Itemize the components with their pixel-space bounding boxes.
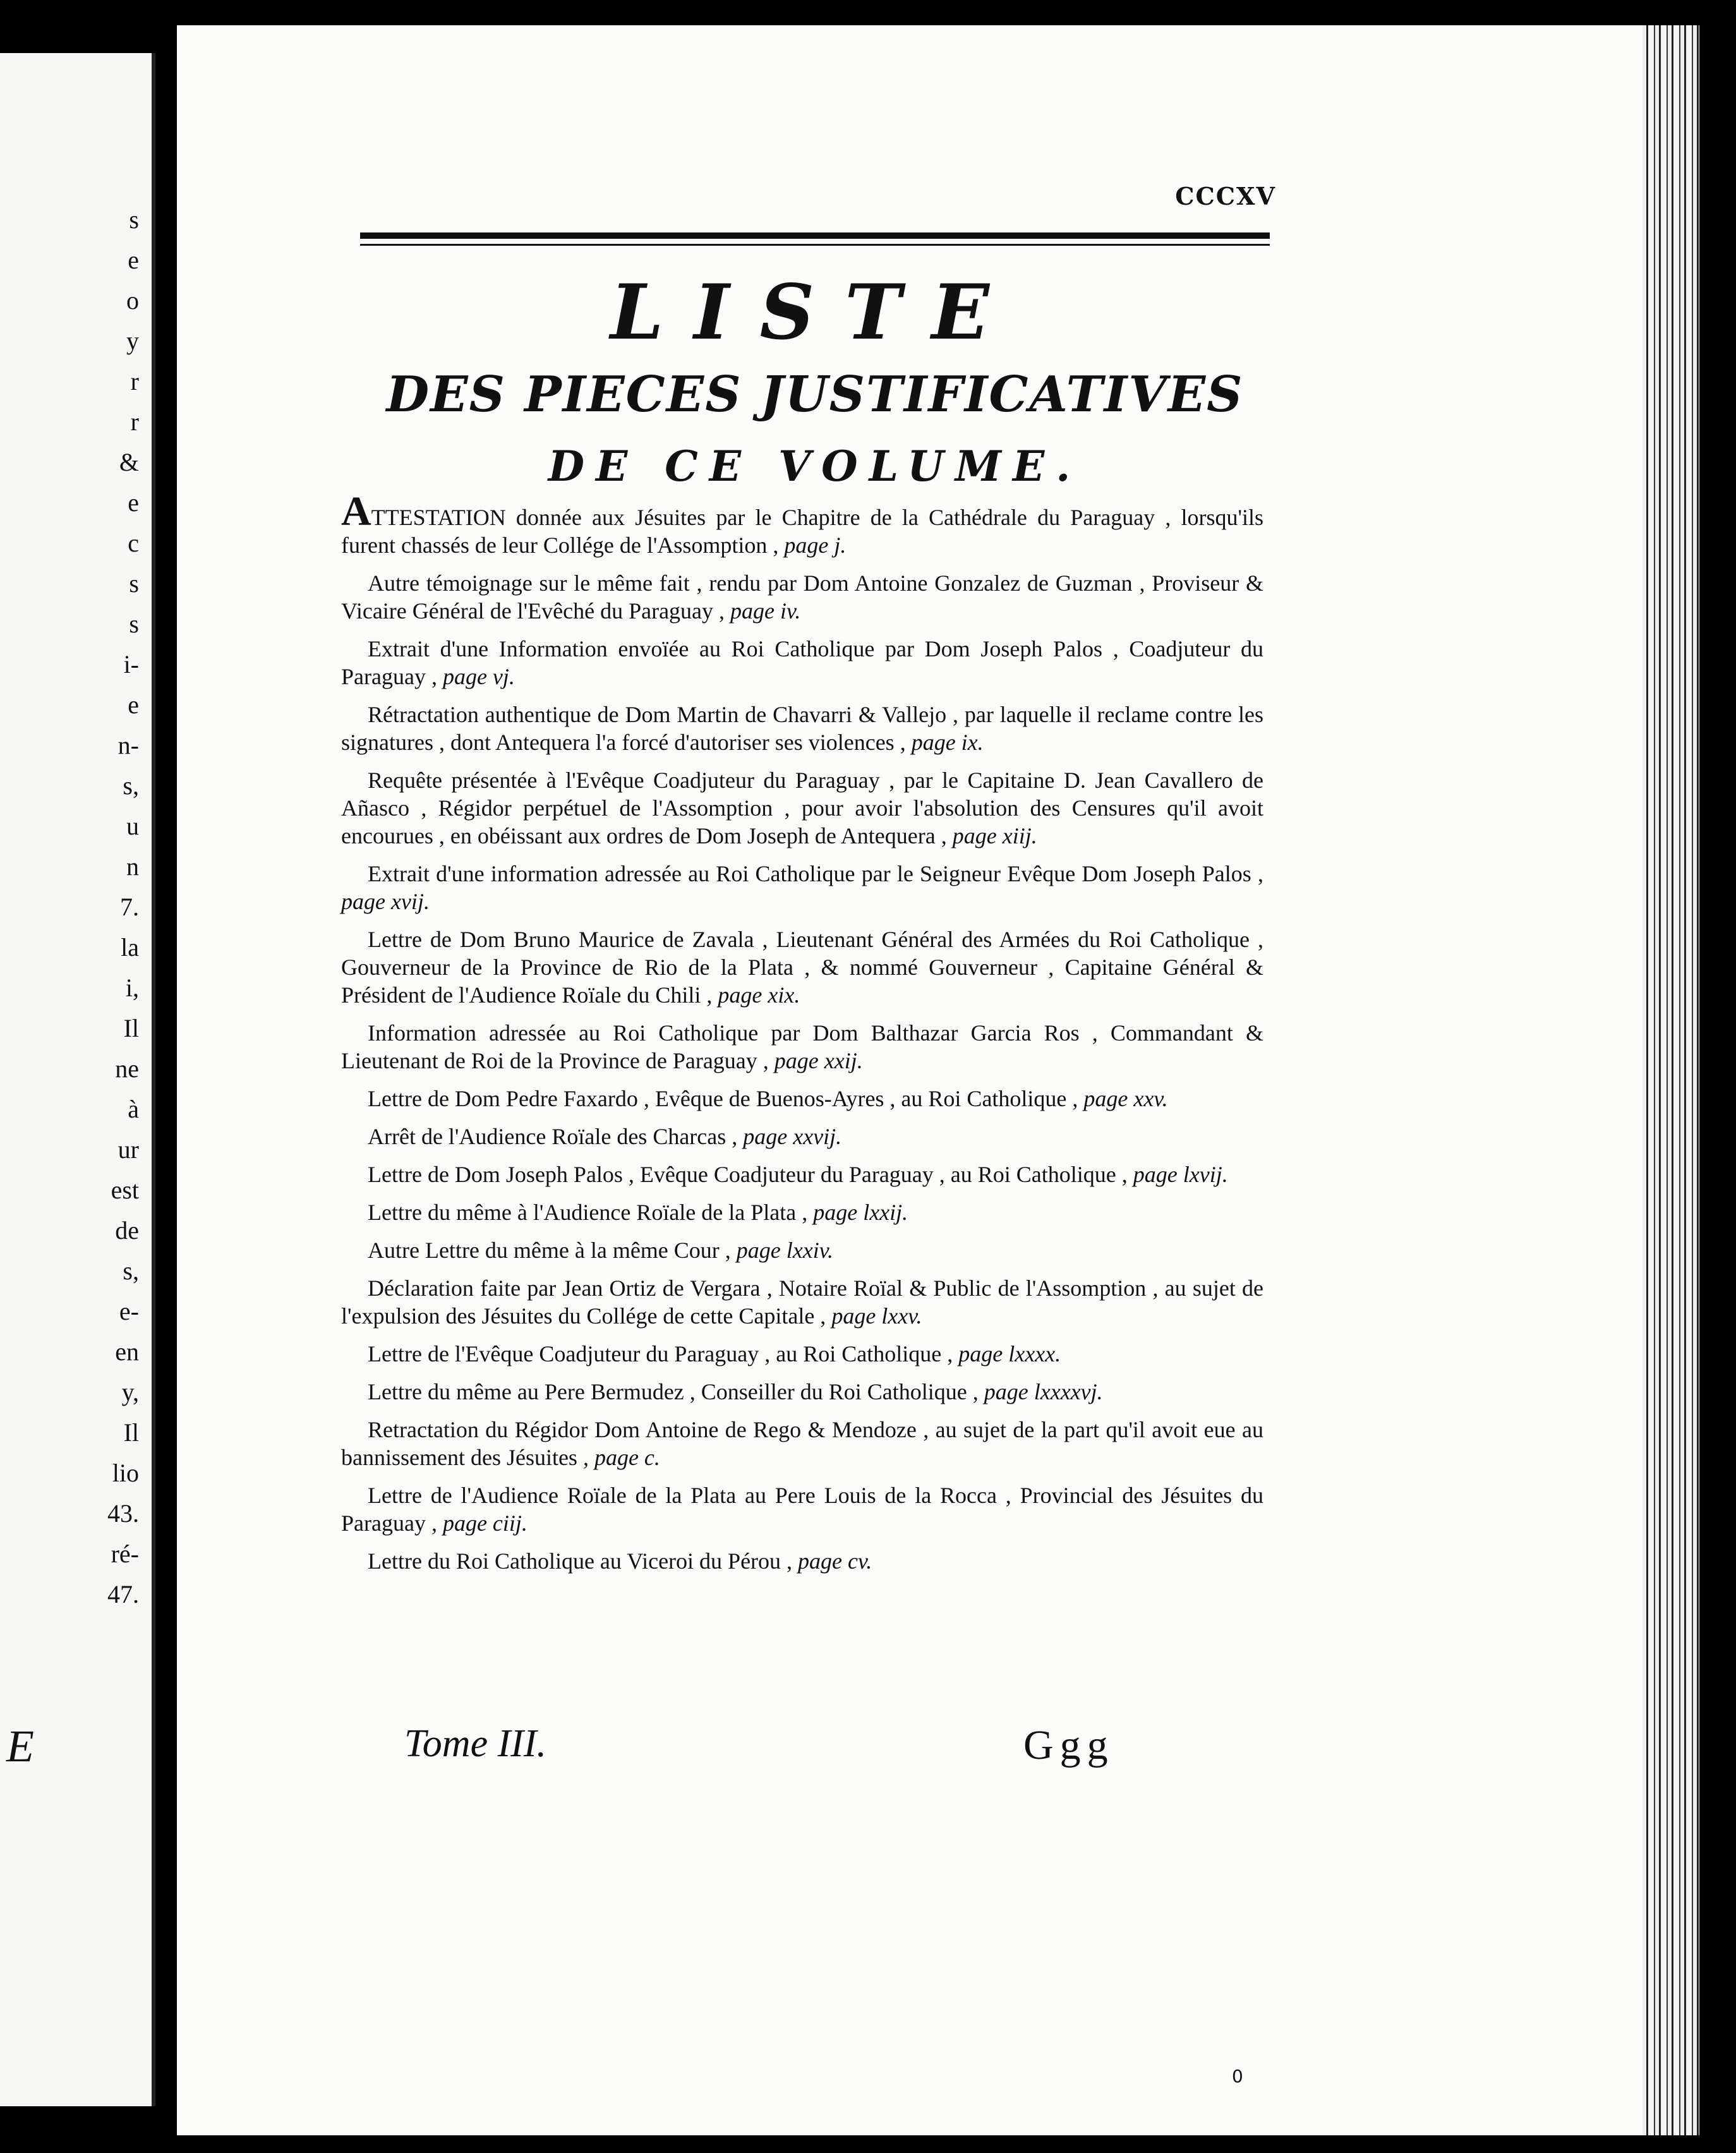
left-page-fragment-line: i- [123, 650, 139, 678]
left-page-fragment-line: e [128, 488, 139, 517]
left-page-fragment-line: est [111, 1176, 139, 1204]
entry-item [341, 1481, 1263, 1537]
entry-page-reference: page lxxxx. [958, 1341, 1061, 1366]
left-page-fragment-line: ré- [111, 1540, 139, 1568]
entry-item [341, 1340, 1263, 1368]
entry-item [341, 766, 1263, 850]
entry-item [341, 701, 1263, 756]
left-page-fragment-line: s [129, 569, 139, 598]
entry-page-reference: page lxxxxvj. [984, 1379, 1103, 1404]
entry-page-reference: page vj. [442, 664, 515, 689]
left-page-fragment-line: y [126, 327, 139, 355]
scan-mark: 0 [1232, 2066, 1243, 2087]
entry-page-reference: page lxxiv. [736, 1238, 834, 1263]
left-page-fragment [0, 53, 155, 2106]
entry-item [341, 1416, 1263, 1471]
left-page-fragment-line: s, [123, 771, 139, 800]
left-page-fragment-line: s, [123, 1257, 139, 1285]
entry-item [341, 1019, 1263, 1075]
entry-item [341, 860, 1263, 915]
left-page-fragment-line: y, [121, 1378, 139, 1406]
entry-item [341, 1547, 1263, 1575]
entry-text: Requête présentée à l'Evêque Coadjuteur du Paraguay , par le Capitaine D. Jean Cavallero de Añasco , Régidor perpétuel de l'Assomption , pour avoir l'absolution des Censures qu'il avoit encourues , en obéissant aux ordres de Dom Joseph de Antequera , [341, 768, 1263, 848]
entry-item [341, 635, 1263, 691]
entry-page-reference: page xxv. [1083, 1086, 1168, 1111]
title-subtitle-2: DE CE VOLUME. [548, 442, 1082, 491]
left-page-fragment-line: c [128, 529, 139, 557]
page-footer [404, 1722, 1162, 1772]
left-page-catchword: E [6, 1721, 34, 1771]
entry-item [341, 569, 1263, 625]
entry-item [341, 1123, 1263, 1150]
entry-page-reference: page ciij. [442, 1511, 527, 1536]
entry-page-reference: page lxvij. [1133, 1162, 1228, 1187]
entry-text: Lettre de l'Evêque Coadjuteur du Paraguay , au Roi Catholique , [368, 1341, 959, 1366]
left-page-fragment-line: e [128, 246, 139, 274]
left-page-fragment-line: r [130, 367, 139, 395]
entry-text: Arrêt de l'Audience Roïale des Charcas , [368, 1124, 744, 1149]
entry-page-reference: page xix. [718, 982, 800, 1008]
entry-item [341, 926, 1263, 1009]
left-page-fragment-line: 47. [107, 1580, 139, 1608]
header-rule-thick [360, 232, 1270, 239]
title-main: LISTE [610, 268, 1020, 357]
entry-page-reference: page ix. [911, 730, 984, 755]
entry-text: Retractation du Régidor Dom Antoine de Rego & Mendoze , au sujet de la part qu'il avoit eue au bannissement des Jésuites , [341, 1417, 1263, 1470]
entry-text: Information adressée au Roi Catholique par Dom Balthazar Garcia Ros , Commandant & Lieutenant de Roi de la Province de Paraguay , [341, 1020, 1263, 1073]
left-page-fragment-line: de [115, 1216, 139, 1245]
left-page-fragment-line: la [121, 933, 139, 962]
page-edge [1643, 25, 1699, 2135]
entry-page-reference: page xxvij. [743, 1124, 842, 1149]
entry-page-reference: page xxij. [774, 1048, 863, 1073]
entry-text: Lettre de l'Audience Roïale de la Plata au Pere Louis de la Rocca , Provincial des Jésuites du Paraguay , [341, 1483, 1263, 1536]
entry-item [341, 1236, 1263, 1264]
left-page-fragment-line: s [129, 610, 139, 638]
tome-label: Tome III. [404, 1722, 547, 1765]
left-page-fragment-line: en [115, 1337, 139, 1366]
left-page-fragment-line: lio [112, 1459, 139, 1487]
entry-text: Rétractation authentique de Dom Martin de Chavarri & Vallejo , par laquelle il reclame contre les signatures , dont Antequera l'a forcé d'autoriser ses violences , [341, 702, 1263, 755]
left-page-fragment-line: n [126, 852, 139, 881]
entry-page-reference: page c. [594, 1445, 660, 1470]
left-page-fragment-line: & [119, 448, 139, 476]
title-subtitle: DES PIECES JUSTIFICATIVES [386, 366, 1244, 423]
left-page-fragment-line: e [128, 691, 139, 719]
drop-cap: A [341, 488, 371, 534]
entry-text: Autre témoignage sur le même fait , rendu par Dom Antoine Gonzalez de Guzman , Proviseur & Vicaire Général de l'Evêché du Paraguay , [341, 570, 1263, 624]
entry-text: Lettre du Roi Catholique au Viceroi du Pérou , [368, 1548, 799, 1574]
entries-list [341, 488, 1263, 1585]
left-page-fragment-line: e- [119, 1297, 139, 1325]
entry-text: TTESTATION donnée aux Jésuites par le Chapitre de la Cathédrale du Paraguay , lorsqu'ils furent chassés de leur Collége de l'Assomption , [341, 505, 1263, 558]
signature-mark: Ggg [1023, 1722, 1114, 1768]
entry-page-reference: page iv. [730, 598, 801, 624]
entry-text: Lettre de Dom Pedre Faxardo , Evêque de Buenos-Ayres , au Roi Catholique , [368, 1086, 1084, 1111]
left-page-fragment-line: i, [125, 974, 139, 1002]
entry-page-reference: page j. [784, 533, 847, 558]
entry-item [341, 1161, 1263, 1188]
entry-item [341, 1378, 1263, 1406]
left-page-fragment-line: u [126, 812, 139, 840]
entry-item [341, 1274, 1263, 1330]
left-page-fragment-line: n- [118, 731, 139, 759]
entry-page-reference: page lxxv. [831, 1303, 922, 1329]
left-page-fragment-line: Il [123, 1418, 139, 1447]
header-rule-thin [360, 244, 1270, 246]
left-page-fragment-line: ne [115, 1054, 139, 1083]
page-number: CCCXV [1175, 182, 1276, 210]
entry-text: Extrait d'une information adressée au Roi Catholique par le Seigneur Evêque Dom Joseph Palos , [368, 861, 1263, 886]
entry-text: Autre Lettre du même à la même Cour , [368, 1238, 737, 1263]
left-page-fragment-line: Il [123, 1014, 139, 1042]
left-page-fragment-line: o [126, 286, 139, 315]
left-page-fragment-line: ur [118, 1135, 139, 1164]
entry-page-reference: page cv. [798, 1548, 872, 1574]
entry-page-reference: page xvij. [341, 889, 430, 914]
left-page-fragment-line: r [130, 407, 139, 436]
left-page-fragment-line: 7. [120, 893, 139, 921]
entry-text: Extrait d'une Information envoïée au Roi Catholique par Dom Joseph Palos , Coadjuteur du Paraguay , [341, 636, 1263, 689]
left-page-fragment-line: à [128, 1095, 139, 1123]
entry-text: Lettre du même à l'Audience Roïale de la Plata , [368, 1200, 814, 1225]
entry-text: Déclaration faite par Jean Ortiz de Vergara , Notaire Roïal & Public de l'Assomption , au sujet de l'expulsion des Jésuites du Collége de cette Capitale , [341, 1276, 1263, 1329]
entry-page-reference: page xiij. [952, 823, 1037, 848]
left-page-fragment-line: 43. [107, 1499, 139, 1528]
entry-item [341, 1198, 1263, 1226]
entry-text: Lettre du même au Pere Bermudez , Conseiller du Roi Catholique , [368, 1379, 984, 1404]
entry-item [341, 1085, 1263, 1113]
entry-item [341, 488, 1263, 559]
left-page-fragment-line: s [129, 205, 139, 234]
entry-text: Lettre de Dom Joseph Palos , Evêque Coadjuteur du Paraguay , au Roi Catholique , [368, 1162, 1133, 1187]
entry-text: Lettre de Dom Bruno Maurice de Zavala , Lieutenant Général des Armées du Roi Catholique , Gouverneur de la Province de Rio de la Plata , & nommé Gouverneur , Capitaine Général & Président de l'Audience Roïale du Chili , [341, 927, 1263, 1008]
entry-page-reference: page lxxij. [813, 1200, 908, 1225]
